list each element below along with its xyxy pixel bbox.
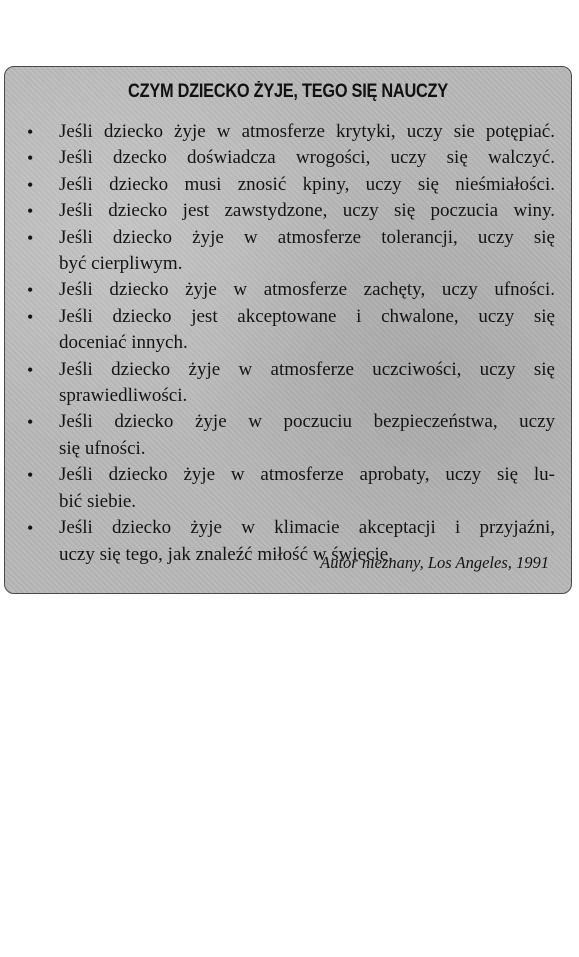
- list-item-text: [59, 462, 555, 515]
- list-item-line: sprawiedliwości.: [59, 385, 188, 407]
- list-item-text: [59, 198, 555, 224]
- list-item-line: Jeśli dziecko jest zawstydzone, uczy się poczucia winy.: [59, 200, 555, 222]
- list-item-line: Jeśli dziecko żyje w atmosferze krytyki, uczy sie potępiać.: [59, 121, 555, 142]
- list-item: [27, 409, 555, 462]
- bullet-icon: •: [27, 465, 34, 486]
- bullet-icon: •: [27, 201, 34, 222]
- bullet-icon: •: [27, 227, 34, 248]
- bullet-icon: •: [27, 359, 34, 380]
- list-item: [27, 277, 555, 303]
- list-item: [27, 172, 555, 198]
- bullet-icon: •: [27, 122, 34, 142]
- list-item-line: Jeśli dzecko doświadcza wrogości, uczy się walczyć.: [59, 147, 555, 169]
- bullet-icon: •: [27, 174, 34, 195]
- list-item-line: Jeśli dziecko żyje w atmosferze aprobaty, uczy się lu-: [59, 464, 555, 486]
- list-item: [27, 145, 555, 171]
- list-item-line: Jeśli dziecko żyje w atmosferze uczciwości, uczy się: [59, 358, 555, 380]
- author-attribution: Autor nieznany, Los Angeles, 1991: [320, 553, 549, 572]
- list-item: [27, 198, 555, 224]
- list-item-line: być cierpliwym.: [59, 253, 183, 275]
- list-item-line: Jeśli dziecko musi znosić kpiny, uczy się nieśmiałości.: [59, 173, 555, 195]
- list-item-line: uczy się tego, jak znaleźć miłość w świecie.: [59, 543, 393, 565]
- list-item-text: [59, 277, 555, 303]
- bullet-icon: •: [27, 148, 34, 169]
- list-item: [27, 462, 555, 515]
- list-item-line: Jeśli dziecko żyje w klimacie akceptacji i przyjaźni,: [59, 517, 555, 539]
- list-item: [27, 357, 555, 410]
- list-item-line: się ufności.: [59, 437, 146, 459]
- list-item-line: Jeśli dziecko żyje w atmosferze tolerancji, uczy się: [59, 226, 555, 248]
- list-item: [27, 304, 555, 357]
- list-item-line: bić siebie.: [59, 490, 137, 512]
- list-item-text: [59, 225, 555, 278]
- bullet-icon: •: [27, 412, 34, 433]
- list-item-line: Jeśli dziecko żyje w atmosferze zachęty, uczy ufności.: [59, 279, 555, 301]
- list-item-line: doceniać innych.: [59, 332, 188, 354]
- list-item-text: [59, 172, 555, 198]
- poem-card: [4, 66, 572, 594]
- bullet-icon: •: [27, 306, 34, 327]
- poem-title: CZYM DZIECKO ŻYJE, TEGO SIĘ NAUCZY: [128, 81, 448, 102]
- list-item-text: [59, 119, 555, 145]
- list-item: [27, 119, 555, 145]
- poem-list: [27, 119, 555, 568]
- list-item-text: [59, 409, 555, 462]
- list-item: [27, 225, 555, 278]
- list-item-line: Jeśli dziecko żyje w poczuciu bezpieczeństwa, uczy: [59, 411, 555, 433]
- list-item-text: [59, 145, 555, 171]
- list-item-text: [59, 304, 555, 357]
- list-item-text: [59, 357, 555, 410]
- bullet-icon: •: [27, 518, 34, 539]
- bullet-icon: •: [27, 280, 34, 301]
- list-item-line: Jeśli dziecko jest akceptowane i chwalone, uczy się: [59, 305, 555, 327]
